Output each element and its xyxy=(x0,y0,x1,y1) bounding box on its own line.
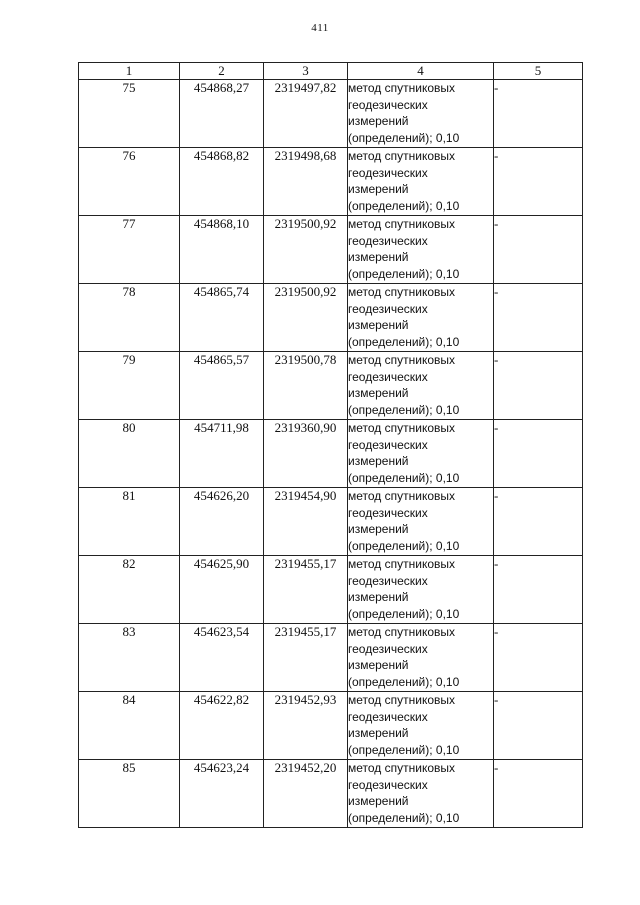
table-row xyxy=(79,284,583,352)
point-number-cell: 75 xyxy=(79,80,180,148)
y-coordinate-cell: 2319452,20 xyxy=(264,760,348,828)
method-cell xyxy=(348,556,494,624)
method-cell xyxy=(348,420,494,488)
note-cell: - xyxy=(494,148,583,216)
method-line: метод спутниковых xyxy=(348,489,456,503)
method-line: геодезических xyxy=(348,641,428,656)
x-coordinate-cell: 454623,24 xyxy=(180,760,264,828)
method-line: геодезических xyxy=(348,505,428,520)
x-coordinate-cell: 454868,27 xyxy=(180,80,264,148)
method-line: измерений xyxy=(348,726,409,740)
method-cell xyxy=(348,760,494,828)
method-line: (определений); 0,10 xyxy=(348,742,460,757)
method-line: измерений xyxy=(348,658,409,672)
point-number-cell: 85 xyxy=(79,760,180,828)
method-cell xyxy=(348,488,494,556)
method-line: метод спутниковых xyxy=(348,557,456,571)
x-coordinate-cell: 454622,82 xyxy=(180,692,264,760)
x-coordinate-cell: 454868,82 xyxy=(180,148,264,216)
column-header: 4 xyxy=(348,63,494,80)
method-line: геодезических xyxy=(348,301,428,316)
method-line: измерений xyxy=(348,114,409,128)
method-cell xyxy=(348,80,494,148)
table-row xyxy=(79,80,583,148)
method-line: метод спутниковых xyxy=(348,149,456,163)
column-header: 5 xyxy=(494,63,583,80)
note-cell: - xyxy=(494,556,583,624)
method-line: метод спутниковых xyxy=(348,353,456,367)
table-row xyxy=(79,352,583,420)
y-coordinate-cell: 2319452,93 xyxy=(264,692,348,760)
table-row xyxy=(79,624,583,692)
y-coordinate-cell: 2319498,68 xyxy=(264,148,348,216)
method-line: (определений); 0,10 xyxy=(348,538,460,553)
method-cell xyxy=(348,352,494,420)
method-line: метод спутниковых xyxy=(348,285,456,299)
method-line: измерений xyxy=(348,794,409,808)
method-cell xyxy=(348,624,494,692)
table-row xyxy=(79,488,583,556)
table-row xyxy=(79,760,583,828)
method-line: геодезических xyxy=(348,437,428,452)
note-cell: - xyxy=(494,420,583,488)
table-header-row xyxy=(79,63,583,80)
method-line: геодезических xyxy=(348,777,428,792)
note-cell: - xyxy=(494,284,583,352)
y-coordinate-cell: 2319454,90 xyxy=(264,488,348,556)
method-line: (определений); 0,10 xyxy=(348,810,460,825)
method-line: метод спутниковых xyxy=(348,625,456,639)
table-row xyxy=(79,420,583,488)
method-line: метод спутниковых xyxy=(348,421,456,435)
table-row xyxy=(79,148,583,216)
note-cell: - xyxy=(494,760,583,828)
method-line: измерений xyxy=(348,318,409,332)
method-cell xyxy=(348,148,494,216)
y-coordinate-cell: 2319360,90 xyxy=(264,420,348,488)
x-coordinate-cell: 454711,98 xyxy=(180,420,264,488)
method-line: измерений xyxy=(348,386,409,400)
method-line: геодезических xyxy=(348,97,428,112)
y-coordinate-cell: 2319500,92 xyxy=(264,284,348,352)
note-cell: - xyxy=(494,216,583,284)
method-line: геодезических xyxy=(348,233,428,248)
method-line: метод спутниковых xyxy=(348,761,456,775)
method-line: (определений); 0,10 xyxy=(348,674,460,689)
method-line: (определений); 0,10 xyxy=(348,606,460,621)
note-cell: - xyxy=(494,692,583,760)
x-coordinate-cell: 454868,10 xyxy=(180,216,264,284)
point-number-cell: 84 xyxy=(79,692,180,760)
note-cell: - xyxy=(494,352,583,420)
method-cell xyxy=(348,284,494,352)
point-number-cell: 76 xyxy=(79,148,180,216)
point-number-cell: 80 xyxy=(79,420,180,488)
method-line: (определений); 0,10 xyxy=(348,470,460,485)
method-cell xyxy=(348,216,494,284)
y-coordinate-cell: 2319497,82 xyxy=(264,80,348,148)
point-number-cell: 77 xyxy=(79,216,180,284)
point-number-cell: 82 xyxy=(79,556,180,624)
point-number-cell: 83 xyxy=(79,624,180,692)
table-body xyxy=(79,80,583,828)
table-row xyxy=(79,692,583,760)
point-number-cell: 79 xyxy=(79,352,180,420)
table-row xyxy=(79,216,583,284)
coordinates-table xyxy=(78,62,583,828)
method-line: измерений xyxy=(348,454,409,468)
method-line: геодезических xyxy=(348,709,428,724)
x-coordinate-cell: 454865,57 xyxy=(180,352,264,420)
page-number: 411 xyxy=(311,22,329,34)
y-coordinate-cell: 2319455,17 xyxy=(264,556,348,624)
method-line: (определений); 0,10 xyxy=(348,402,460,417)
x-coordinate-cell: 454865,74 xyxy=(180,284,264,352)
method-line: геодезических xyxy=(348,573,428,588)
method-line: метод спутниковых xyxy=(348,693,456,707)
column-header: 2 xyxy=(180,63,264,80)
point-number-cell: 81 xyxy=(79,488,180,556)
x-coordinate-cell: 454626,20 xyxy=(180,488,264,556)
method-line: измерений xyxy=(348,590,409,604)
method-line: метод спутниковых xyxy=(348,81,456,95)
method-line: метод спутниковых xyxy=(348,217,456,231)
y-coordinate-cell: 2319500,92 xyxy=(264,216,348,284)
method-line: (определений); 0,10 xyxy=(348,334,460,349)
column-header: 1 xyxy=(79,63,180,80)
note-cell: - xyxy=(494,624,583,692)
method-line: геодезических xyxy=(348,165,428,180)
y-coordinate-cell: 2319500,78 xyxy=(264,352,348,420)
x-coordinate-cell: 454625,90 xyxy=(180,556,264,624)
column-header: 3 xyxy=(264,63,348,80)
point-number-cell: 78 xyxy=(79,284,180,352)
method-line: измерений xyxy=(348,522,409,536)
y-coordinate-cell: 2319455,17 xyxy=(264,624,348,692)
method-line: измерений xyxy=(348,182,409,196)
method-line: (определений); 0,10 xyxy=(348,198,460,213)
method-line: (определений); 0,10 xyxy=(348,130,460,145)
method-line: (определений); 0,10 xyxy=(348,266,460,281)
method-cell xyxy=(348,692,494,760)
note-cell: - xyxy=(494,488,583,556)
table-row xyxy=(79,556,583,624)
method-line: геодезических xyxy=(348,369,428,384)
note-cell: - xyxy=(494,80,583,148)
method-line: измерений xyxy=(348,250,409,264)
x-coordinate-cell: 454623,54 xyxy=(180,624,264,692)
